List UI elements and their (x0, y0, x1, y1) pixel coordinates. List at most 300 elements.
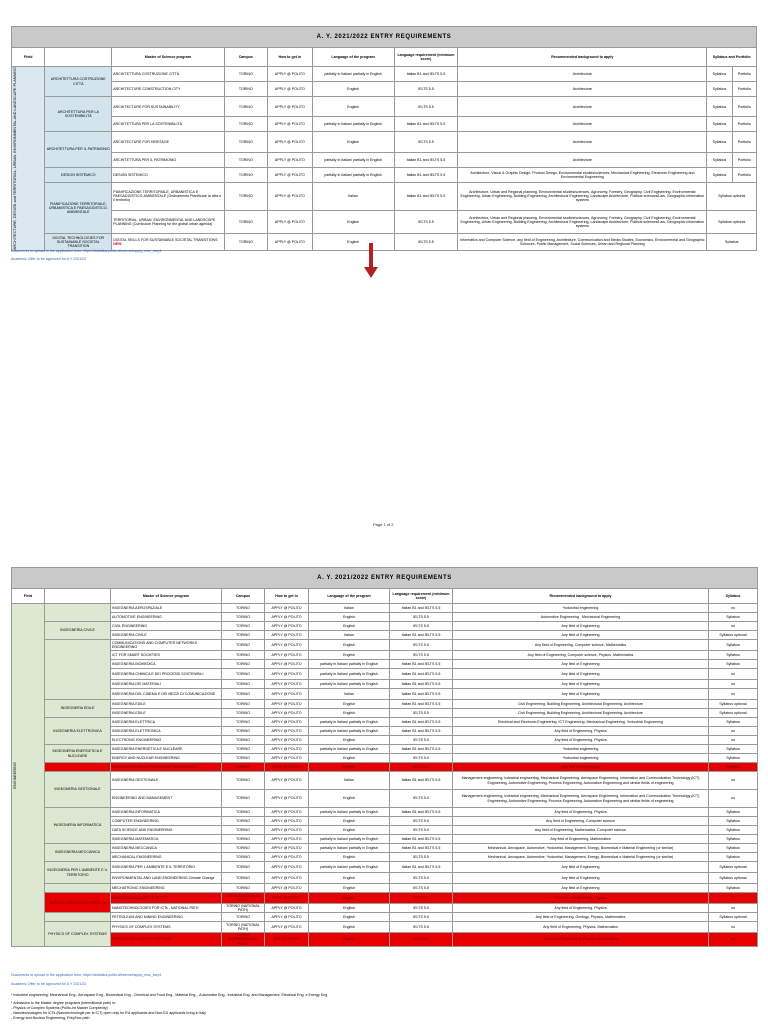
syllabus-link[interactable]: Syllabus (709, 817, 758, 826)
background-cell: Any field of Engineering, Physics, Mathematics (453, 933, 709, 946)
program-cell[interactable]: INGEGNERIA INFORMATICA (111, 808, 222, 817)
program-cell[interactable] (112, 97, 224, 117)
apply-link[interactable]: APPLY @ POLITO (265, 817, 309, 826)
header-program: Master of Science program (112, 48, 224, 67)
campus-cell: TORINO (NATIONAL PATH) (222, 904, 265, 913)
program-cell[interactable]: NANOTECHNOLOGIES FOR ICTs - NATIONAL PATH (111, 904, 222, 913)
program-name[interactable]: DESIGN SISTEMICO (113, 172, 148, 177)
table-row (12, 893, 758, 904)
table-row (12, 622, 758, 631)
syllabus-link[interactable]: Syllabus (709, 718, 758, 727)
background-cell: Any field of Engineering, Physics (453, 904, 709, 913)
program-cell[interactable]: COMMUNICATIONS AND COMPUTER NETWORKS ENGINEERING (111, 640, 222, 651)
background-cell: Mechanical, Aerospace, Automotive, *Industrial, Management, Energy, Biomedical e Material Engineering (or similar) (453, 853, 709, 862)
campus-cell: TORINO (222, 862, 265, 873)
language-cell: partially in Italian/ partially in English (309, 862, 390, 873)
campus-cell: TORINO (222, 651, 265, 660)
table-row (12, 754, 758, 763)
table-row (12, 651, 758, 660)
syllabus-link[interactable]: Syllabus (709, 660, 758, 669)
syllabus-link[interactable]: Syllabus optional (709, 709, 758, 718)
syllabus-link[interactable]: no (709, 604, 758, 613)
table-row (12, 808, 758, 817)
header-syllabus-portfolio: Syllabus and Portfolio (707, 48, 757, 67)
lang-req-cell: IELTS 5.5 (394, 82, 458, 97)
table-row (12, 853, 758, 862)
syllabus-link[interactable]: no (709, 893, 758, 904)
syllabus-link[interactable]: Syllabus (709, 754, 758, 763)
background-cell: Architecture, Urban and Regional planning, Environmental studies/sciences, Agronomy, Forestry, Geography, Civil Engineering, Environmental Engineering, Urban Engineering, Building Engineering, Architectural Engineering, Landscape Architecture, Political sciences/Law, Geographic information systems (458, 182, 707, 210)
program-cell[interactable]: INGEGNERIA DELLA PRODUZIONE INDUSTRIALE (111, 763, 222, 772)
syllabus-link[interactable]: Syllabus (707, 234, 757, 251)
apply-link[interactable]: APPLY @ POLITO (268, 182, 313, 210)
lang-req-cell: Italian B1 and IELTS 5.5 (390, 718, 453, 727)
lang-req-cell: Italian B1 and IELTS 5.5 (390, 604, 453, 613)
header-background: Recommended background to apply (458, 48, 707, 67)
program-cell[interactable]: INGEGNERIA MECCANICA (111, 844, 222, 853)
program-name[interactable]: PIANIFICAZIONE TERRITORIALE, URBANISTICA E PAESAGGISTICO-AMBIENTALE (Ordinamento Pianificare la città e il territorio) (113, 190, 222, 203)
campus-cell: TORINO (222, 817, 265, 826)
program-cell[interactable]: INGEGNERIA AEROSPAZIALE (111, 604, 222, 613)
lang-req-cell: Italian B1 and IELTS 5.5 (390, 862, 453, 873)
lang-req-cell: IELTS 5.5 (390, 826, 453, 835)
program-cell[interactable]: MECHANICAL ENGINEERING (111, 853, 222, 862)
portfolio-link[interactable]: Portfolio (732, 152, 756, 167)
apply-link[interactable]: APPLY @ POLITO (265, 660, 309, 669)
program-cell[interactable] (112, 132, 224, 152)
header-campus: Campus (222, 589, 265, 604)
language-cell: partially in Italian/ partially in English (309, 660, 390, 669)
syllabus-link[interactable]: Syllabus (707, 152, 732, 167)
school-cell: INGEGNERIA EDILE (45, 700, 111, 718)
language-cell: partially in Italian/ partially in English (309, 680, 390, 689)
syllabus-link[interactable]: Syllabus (709, 853, 758, 862)
background-cell: Civil Engineering, Building Engineering, Architectural Engineering, Architecture (453, 709, 709, 718)
program-cell[interactable]: INGEGNERIA GESTIONALE (111, 772, 222, 790)
language-cell: Italian (309, 631, 390, 640)
apply-link[interactable]: APPLY @ POLITO (268, 117, 313, 132)
header-language: Language of the program (309, 589, 390, 604)
program-cell[interactable]: INGEGNERIA DEI MATERIALI (111, 680, 222, 689)
table-row (12, 631, 758, 640)
syllabus-link[interactable]: Syllabus (709, 826, 758, 835)
apply-link[interactable]: APPLY @ POLITO (265, 873, 309, 884)
background-cell: Any field of Engineering (453, 884, 709, 893)
program-cell[interactable]: ICT FOR SMART SOCIETIES (111, 651, 222, 660)
table-row (12, 884, 758, 893)
lang-req-cell: Italian B1 and IELTS 5.5 (394, 167, 458, 182)
header-language: Language of the program (312, 48, 394, 67)
field-label: ENGINEERING (13, 761, 17, 789)
table-row (12, 763, 758, 772)
syllabus-link[interactable]: Syllabus (709, 844, 758, 853)
program-cell[interactable]: INGEGNERIA ENERGETICA E NUCLEARE (111, 745, 222, 754)
apply-link[interactable]: ASK TO APPLY (265, 933, 309, 946)
program-name[interactable]: ARCHITECTURE FOR HERITAGE (113, 139, 170, 144)
program-name[interactable]: ARCHITETTURA PER IL PATRIMONIO (113, 157, 177, 162)
background-cell: Any field of Engineering (453, 689, 709, 700)
syllabus-link[interactable]: no (709, 689, 758, 700)
lang-req-cell: Italian B1 and IELTS 5.5 (390, 660, 453, 669)
table-row (12, 862, 758, 873)
apply-link[interactable]: APPLY @ POLITO (268, 167, 313, 182)
lang-req-cell: Italian B1 and IELTS 5.5 (390, 745, 453, 754)
syllabus-link[interactable]: no (709, 622, 758, 631)
syllabus-link[interactable]: Syllabus optional (709, 862, 758, 873)
language-cell: partially in Italian/ partially in English (312, 117, 394, 132)
apply-link[interactable]: APPLY @ POLITO (265, 727, 309, 736)
table-row (12, 604, 758, 613)
lang-req-cell: IELTS 5.5 (390, 613, 453, 622)
table-row (12, 873, 758, 884)
apply-link[interactable]: APPLY @ POLITO (268, 97, 313, 117)
language-cell: English (309, 826, 390, 835)
syllabus-link[interactable]: Syllabus optional (709, 873, 758, 884)
campus-cell: TORINO (222, 660, 265, 669)
language-cell: Italian (309, 689, 390, 700)
background-cell: Automotive Engineering , Mechanical Engineering (453, 613, 709, 622)
program-cell[interactable]: AUTOMOTIVE ENGINEERING (111, 613, 222, 622)
school-cell: NANOTECHNOLOGIES FOR ICTs (45, 893, 111, 913)
program-cell[interactable]: ENVIRONMENTAL AND LAND ENGINEERING Climate Change (111, 873, 222, 884)
language-cell: English (309, 913, 390, 922)
program-cell[interactable]: INGEGNERIA MATEMATICA (111, 835, 222, 844)
apply-link[interactable]: APPLY @ POLITO (265, 826, 309, 835)
program-cell[interactable]: ENERGY AND NUCLEAR ENGINEERING (111, 754, 222, 763)
syllabus-link[interactable]: Syllabus (709, 613, 758, 622)
apply-link[interactable]: APPLY @ POLITO (265, 631, 309, 640)
school-cell (45, 913, 111, 922)
syllabus-link[interactable]: no (709, 922, 758, 933)
lang-req-cell: IELTS 5.5 (390, 817, 453, 826)
program-cell[interactable]: PHYSICS OF COMPLEX SYSTEMS (111, 922, 222, 933)
apply-link[interactable]: APPLY @ POLITO (268, 132, 313, 152)
program-cell[interactable] (112, 182, 224, 210)
syllabus-link[interactable]: Syllabus optional (709, 631, 758, 640)
campus-cell: TORINO (222, 640, 265, 651)
header-how: How to get in (268, 48, 313, 67)
program-cell[interactable]: ELECTRONIC ENGINEERING (111, 736, 222, 745)
program-name[interactable]: ARCHITECTURE FOR SUSTAINABILITY (113, 104, 180, 109)
program-cell[interactable]: INGEGNERIA PER L'AMBIENTE E IL TERRITORIO (111, 862, 222, 873)
table-row (12, 167, 757, 182)
portfolio-link[interactable]: Portfolio (732, 117, 756, 132)
program-cell[interactable] (112, 167, 224, 182)
program-name[interactable]: DIGITAL SKILLS FOR SUSTAINABLE SOCIETAL TRANSITIONS (113, 237, 218, 242)
lang-req-cell: IELTS 5.5 (390, 913, 453, 922)
program-cell[interactable]: INGEGNERIA CHIMICA E DEI PROCESSI SOSTENIBILI (111, 669, 222, 680)
apply-link[interactable]: APPLY @ POLITO (265, 669, 309, 680)
language-cell: English (309, 700, 390, 709)
apply-link[interactable]: APPLY @ POLITO (265, 844, 309, 853)
header-background: Recommended background to apply (453, 589, 709, 604)
syllabus-link[interactable]: Syllabus (709, 651, 758, 660)
school-cell: INGEGNERIA ENERGETICA E NUCLEARE (45, 745, 111, 763)
syllabus-link[interactable]: Syllabus optional (707, 211, 757, 234)
apply-link[interactable]: APPLY @ POLITO (265, 622, 309, 631)
table-row (12, 817, 758, 826)
school-cell: INGEGNERIA MECCANICA (45, 844, 111, 862)
language-cell: Italian (309, 772, 390, 790)
table-row (12, 132, 757, 152)
syllabus-link[interactable]: Syllabus (709, 640, 758, 651)
table-row (12, 152, 757, 167)
header-campus: Campus (224, 48, 268, 67)
apply-link[interactable]: APPLY @ POLITO (265, 772, 309, 790)
table-row (12, 904, 758, 913)
syllabus-link[interactable]: Syllabus (707, 67, 732, 82)
program-cell[interactable]: INGEGNERIA EDILE (111, 700, 222, 709)
program-cell[interactable]: COMPUTER ENGINEERING (111, 817, 222, 826)
program-name[interactable]: TERRITORIAL, URBAN, ENVIRONMENTAL AND LANDSCAPE PLANNING (Curriculum Planning for the global urban agenda) (113, 217, 216, 226)
documents-link[interactable]: Documents to upload in the application form: https://didattica.polito.it/internet/apply_msc_step1 (11, 973, 162, 977)
background-cell: Any field of Engineering, Computer science, Mathematics (453, 640, 709, 651)
language-cell: English (309, 736, 390, 745)
background-cell: Any field of Engineering, Physics (453, 893, 709, 904)
syllabus-link[interactable]: no (709, 736, 758, 745)
campus-cell: TORINO (224, 117, 268, 132)
school-cell (45, 604, 111, 622)
apply-link[interactable]: APPLY @ POLITO (265, 884, 309, 893)
syllabus-link[interactable]: Syllabus (707, 117, 732, 132)
apply-link[interactable]: APPLY @ POLITO (265, 763, 309, 772)
field-cell (12, 67, 45, 251)
language-cell: Italian (312, 182, 394, 210)
table-row (12, 933, 758, 946)
program-cell[interactable]: NANOTECHNOLOGIES FOR ICTs (111, 893, 222, 904)
program-cell[interactable]: CIVIL ENGINEERING (111, 622, 222, 631)
language-cell: English (309, 817, 390, 826)
school-cell (45, 884, 111, 893)
apply-link[interactable]: APPLY @ POLITO (265, 604, 309, 613)
school-cell: DESIGN SISTEMICO (45, 167, 112, 182)
syllabus-link[interactable]: no (709, 727, 758, 736)
program-cell[interactable]: INGEGNERIA ELETTRONICA (111, 727, 222, 736)
syllabus-link[interactable]: no (709, 669, 758, 680)
language-cell: partially in Italian/ partially in English (309, 669, 390, 680)
apply-link[interactable]: APPLY @ POLITO (268, 234, 313, 251)
apply-link[interactable]: APPLY @ POLITO (265, 835, 309, 844)
apply-link[interactable]: APPLY @ POLITO (265, 808, 309, 817)
header-syllabus: Syllabus (709, 589, 758, 604)
syllabus-link[interactable]: Syllabus (707, 132, 732, 152)
apply-link[interactable]: APPLY @ POLITO (265, 754, 309, 763)
documents-link[interactable]: Documents to upload in the application form: https://didattica.polito.it/internet/apply_msc_step1 (11, 249, 162, 253)
background-cell: Any field of Engineering, Mathematics, Computer science (453, 826, 709, 835)
program-cell[interactable]: INGEGNERIA CIVILE (111, 631, 222, 640)
background-cell: Architecture (458, 117, 707, 132)
campus-cell: TORINO (224, 234, 268, 251)
apply-link[interactable]: APPLY @ POLITO (268, 211, 313, 234)
portfolio-link[interactable]: Portfolio (732, 67, 756, 82)
language-cell: partially in Italian/ partially in English (312, 67, 394, 82)
lang-req-cell: IELTS 5.5 (390, 790, 453, 808)
table-row (12, 922, 758, 933)
apply-link[interactable]: APPLY @ POLITO (265, 853, 309, 862)
portfolio-link[interactable]: Portfolio (732, 97, 756, 117)
lang-req-cell: IELTS 5.5 (390, 763, 453, 772)
table-row (12, 844, 758, 853)
school-cell (45, 640, 111, 700)
campus-cell: TORINO (222, 718, 265, 727)
apply-link[interactable]: APPLY @ POLITO (265, 893, 309, 904)
background-cell: *Industrial engineering (453, 754, 709, 763)
apply-link[interactable]: APPLY @ POLITO (265, 745, 309, 754)
table-row (12, 211, 757, 234)
lang-req-cell: Italian B1 and IELTS 5.5 (390, 669, 453, 680)
lang-req-cell: IELTS 5.5 (390, 651, 453, 660)
program-name[interactable]: ARCHITECTURE CONSTRUCTION CITY (113, 86, 181, 91)
campus-cell: TORINO (222, 826, 265, 835)
syllabus-link[interactable]: Syllabus (707, 97, 732, 117)
table-row (12, 826, 758, 835)
apply-link[interactable]: APPLY @ POLITO (265, 736, 309, 745)
syllabus-link[interactable]: no (709, 772, 758, 790)
background-cell: Informatics and Computer Science, any field of Engineering, Architecture, Communication and Media Studies, Economics, Environmental and Geographic Sciences, Public Management, Social Sciences, Urban and Regional Planning (458, 234, 707, 251)
apply-link[interactable]: APPLY @ POLITO (265, 680, 309, 689)
syllabus-link[interactable]: Syllabus (707, 167, 732, 182)
header-field: Field (12, 589, 45, 604)
campus-cell: TORINO (224, 167, 268, 182)
language-cell: partially in Italian/ partially in English (312, 152, 394, 167)
apply-link[interactable]: APPLY @ POLITO (265, 613, 309, 622)
language-cell: Italian (309, 604, 390, 613)
apply-link[interactable]: APPLY @ POLITO (265, 700, 309, 709)
language-cell: English (309, 709, 390, 718)
table-row (12, 835, 758, 844)
apply-link[interactable]: APPLY @ POLITO (265, 651, 309, 660)
program-cell[interactable] (112, 152, 224, 167)
table-row (12, 640, 758, 651)
apply-link[interactable]: APPLY @ POLITO (265, 922, 309, 933)
syllabus-link[interactable]: Syllabus (709, 745, 758, 754)
program-cell[interactable]: ENGINEERING AND MANAGEMENT (111, 790, 222, 808)
program-cell[interactable]: MECHATRONIC ENGINEERING (111, 884, 222, 893)
lang-req-cell: Italian B1 and IELTS 5.5 (390, 808, 453, 817)
new-badge: NEW (113, 242, 122, 246)
campus-cell: TORINO (222, 680, 265, 689)
table-row (12, 117, 757, 132)
campus-cell: TORINO (222, 913, 265, 922)
program-cell[interactable]: INGEGNERIA EDILE (111, 709, 222, 718)
syllabus-link[interactable]: Syllabus (709, 808, 758, 817)
program-cell[interactable] (112, 67, 224, 82)
syllabus-link[interactable]: Syllabus (709, 835, 758, 844)
syllabus-link[interactable]: no (709, 904, 758, 913)
program-name[interactable]: ARCHITETTURA COSTRUZIONE CITTÀ (113, 71, 180, 76)
header-lang-req: Language requirement (minimum score) (394, 48, 458, 67)
syllabus-link[interactable]: Syllabus (709, 763, 758, 772)
syllabus-link[interactable]: no (709, 790, 758, 808)
syllabus-link[interactable]: Syllabus (709, 884, 758, 893)
portfolio-link[interactable]: Portfolio (732, 167, 756, 182)
background-cell: *Industrial engineering (453, 745, 709, 754)
portfolio-link[interactable]: Portfolio (732, 82, 756, 97)
campus-cell: TORINO (224, 67, 268, 82)
school-cell: DIGITAL TECHNOLOGIES FOR SUSTAINABLE SOCIETAL TRANSITION (45, 234, 112, 251)
apply-link[interactable]: APPLY @ POLITO (265, 862, 309, 873)
lang-req-cell: Italian B1 and IELTS 5.5 (390, 844, 453, 853)
school-cell (45, 763, 111, 772)
arrow-down-icon (363, 243, 379, 279)
syllabus-link[interactable]: Syllabus optional (709, 700, 758, 709)
syllabus-link[interactable]: Syllabus optional (707, 182, 757, 210)
program-cell[interactable] (112, 117, 224, 132)
program-cell[interactable]: INGEGNERIA BIOMEDICA (111, 660, 222, 669)
table-row (12, 727, 758, 736)
lang-req-cell: IELTS 5.5 (390, 873, 453, 884)
portfolio-link[interactable]: Portfolio (732, 132, 756, 152)
school-cell: ARCHITETTURA PER IL PATRIMONIO (45, 132, 112, 167)
language-cell: English (312, 97, 394, 117)
school-cell: INGEGNERIA CIVILE (45, 622, 111, 640)
campus-cell: TORINO (222, 873, 265, 884)
program-cell[interactable]: DATA SCIENCE AND ENGINEERING (111, 826, 222, 835)
apply-link[interactable]: APPLY @ POLITO (268, 67, 313, 82)
campus-cell: TORINO (224, 97, 268, 117)
program-cell[interactable] (112, 234, 224, 251)
apply-link[interactable]: APPLY @ POLITO (268, 152, 313, 167)
program-cell[interactable]: PHYSICS OF COMPLEX SYSTEMS (111, 933, 222, 946)
apply-link[interactable]: APPLY @ POLITO (265, 790, 309, 808)
syllabus-link[interactable]: no (709, 680, 758, 689)
syllabus-link[interactable]: Syllabus (707, 82, 732, 97)
program-cell[interactable] (112, 82, 224, 97)
campus-cell: TORINO (222, 808, 265, 817)
program-cell[interactable] (112, 211, 224, 234)
syllabus-link[interactable]: Syllabus optional (709, 913, 758, 922)
campus-cell: TORINO (224, 182, 268, 210)
background-cell: Architecture (458, 97, 707, 117)
program-cell[interactable]: PETROLEUM AND MINING ENGINEERING (111, 913, 222, 922)
apply-link[interactable]: APPLY @ POLITO (268, 82, 313, 97)
page-number: Page 1 of 2 (373, 522, 394, 527)
lang-req-cell: Italian B1 and IELTS 5.5 (390, 835, 453, 844)
table-row (12, 234, 757, 251)
language-cell: English (309, 622, 390, 631)
lang-req-cell: IELTS 5.5 (390, 622, 453, 631)
requirements-table-architecture (11, 26, 757, 251)
table-title: A. Y. 2021/2022 ENTRY REQUIREMENTS (12, 568, 758, 589)
apply-link[interactable]: APPLY @ POLITO (265, 718, 309, 727)
school-cell: ARCHITETTURA COSTRUZIONE CITTÀ (45, 67, 112, 97)
lang-req-cell: Italian B1 and IELTS 5.5 (390, 689, 453, 700)
footnote-physics: - Physics of Complex Systems (Polito-Int Master Complexity) (11, 1006, 108, 1010)
header-school (45, 589, 111, 604)
syllabus-link[interactable]: no (709, 933, 758, 946)
campus-cell: TORINO (222, 745, 265, 754)
table-row (12, 613, 758, 622)
campus-cell: TORINO (222, 835, 265, 844)
program-cell[interactable]: INGEGNERIA ELETTRICA (111, 718, 222, 727)
language-cell: English (309, 884, 390, 893)
background-cell: Any field of Engineering (453, 873, 709, 884)
apply-link[interactable]: APPLY @ POLITO (265, 640, 309, 651)
campus-cell: TORINO (222, 754, 265, 763)
lang-req-cell: Italian B1 and IELTS 5.5 (394, 152, 458, 167)
field-label: ARCHITECTURE, DESIGN and TERRITORIAL, URBAN, ENVIRONMENTAL AND LANDSCAPE PLANNING (13, 67, 17, 250)
apply-link[interactable]: APPLY @ POLITO (265, 913, 309, 922)
program-cell[interactable]: INGEGNERIA DEL CINEMA E DEI MEZZI DI COMUNICAZIONE (111, 689, 222, 700)
lang-req-cell: IELTS 5.5 (390, 853, 453, 862)
apply-link[interactable]: APPLY @ POLITO (265, 904, 309, 913)
school-cell: INGEGNERIA PER L'AMBIENTE E IL TERRITORIO (45, 862, 111, 884)
table-row (12, 736, 758, 745)
apply-link[interactable]: APPLY @ POLITO (265, 709, 309, 718)
apply-link[interactable]: APPLY @ POLITO (265, 689, 309, 700)
program-name[interactable]: ARCHITETTURA PER LA SOSTENIBILITÀ (113, 122, 183, 127)
footnote-energy: - Energy and Nuclear Engineering, Poly/Nuc path (11, 1016, 90, 1020)
